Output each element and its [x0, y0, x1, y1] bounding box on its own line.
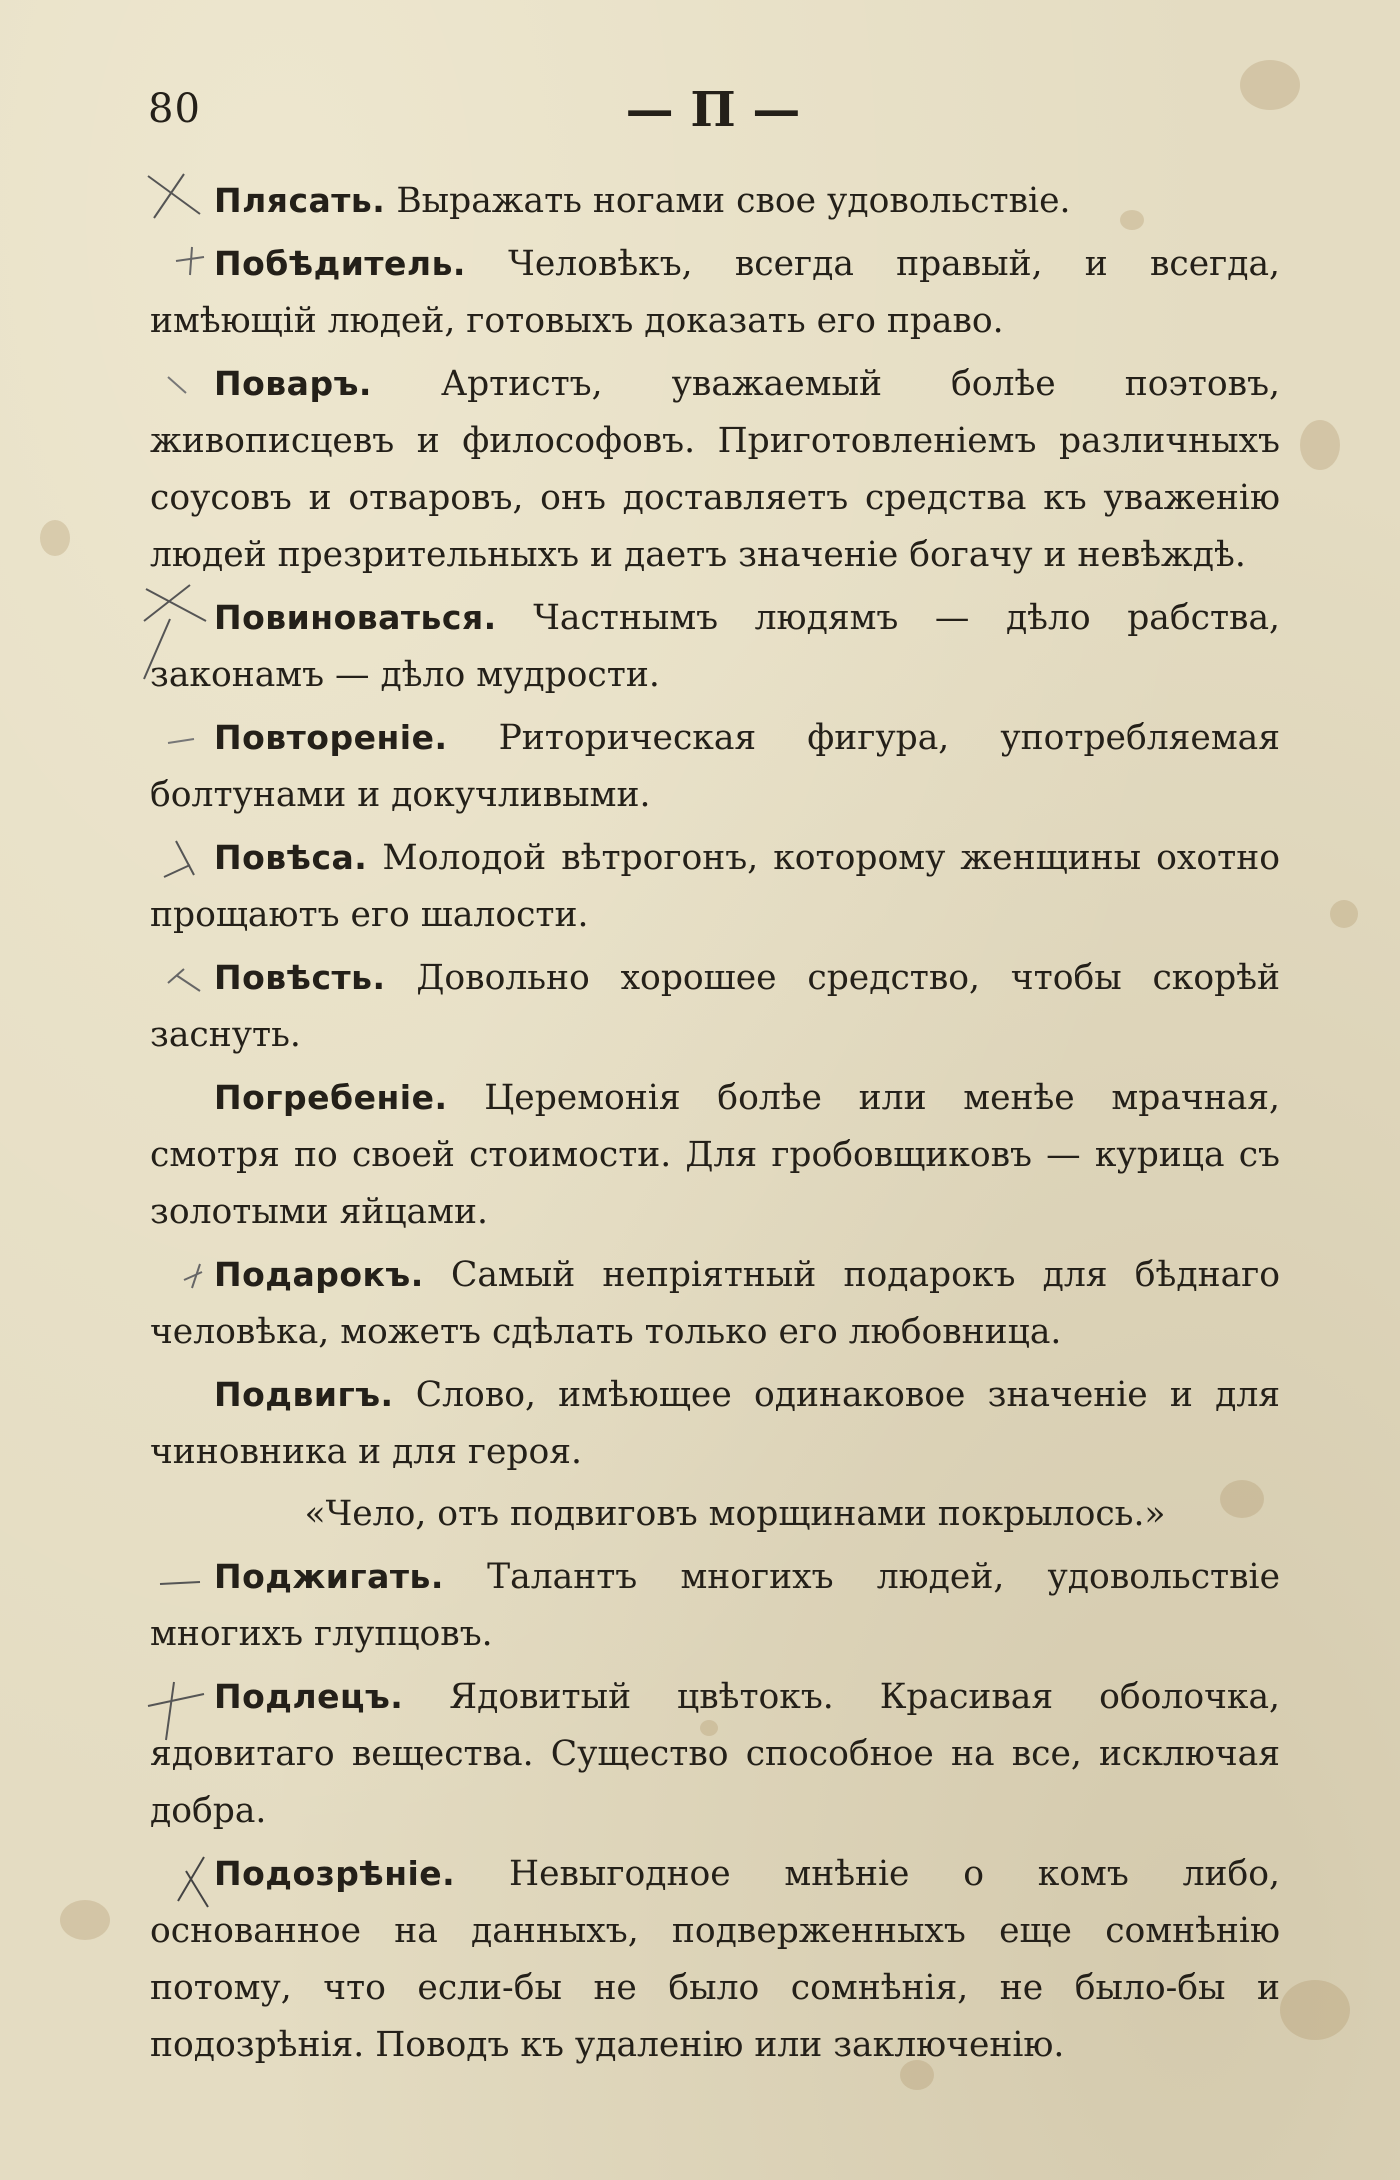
entry-podlets	[150, 1668, 1280, 1840]
entry-definition: Талантъ многихъ людей, удовольствіе многихъ глупцовъ.	[150, 1557, 1280, 1654]
entry-term: Поваръ.	[214, 364, 372, 403]
pencil-cross-mark-icon	[140, 166, 210, 226]
entry-term: Подвигъ.	[214, 1375, 394, 1414]
entry-povest	[150, 949, 1280, 1064]
pencil-cross-mark-icon	[172, 1851, 222, 1911]
entry-definition: Самый непріятный подарокъ для бѣднаго человѣка, можетъ сдѣлать только его любовница.	[150, 1255, 1280, 1352]
entry-term: Подозрѣніе.	[214, 1854, 456, 1893]
page-header	[148, 82, 1278, 146]
entry-povinovatsya	[150, 589, 1280, 704]
entry-term: Поджигать.	[214, 1557, 444, 1596]
entry-podarok	[150, 1246, 1280, 1361]
entry-pobeditel	[150, 235, 1280, 350]
page-number: 80	[148, 86, 201, 132]
pencil-cross-mark-icon	[140, 579, 220, 689]
dictionary-entries	[150, 172, 1280, 2079]
entry-pogrebenie	[150, 1069, 1280, 1241]
entry-definition: Молодой вѣтрогонъ, которому женщины охотно прощаютъ его шалости.	[150, 838, 1280, 935]
section-letter-heading: — П —	[625, 82, 801, 138]
entry-definition: Невыгодное мнѣніе о комъ либо, основанное на данныхъ, подверженныхъ еще сомнѣнію потому, что если-бы не было сомнѣнія, не было-бы и подозрѣнія. Поводъ къ удаленію или заключенію.	[150, 1854, 1280, 2065]
entry-term: Подлецъ.	[214, 1677, 404, 1716]
pencil-tick-mark-icon	[170, 241, 210, 281]
entry-term: Подарокъ.	[214, 1255, 424, 1294]
pencil-cross-mark-icon	[144, 1676, 214, 1746]
entry-plyasat	[150, 172, 1280, 230]
pencil-cross-mark-icon	[160, 835, 210, 885]
entry-povar	[150, 355, 1280, 584]
entry-definition: Довольно хорошее средство, чтобы скорѣй заснуть.	[150, 958, 1281, 1055]
entry-term: Повтореніе.	[214, 718, 448, 757]
entry-definition: Артистъ, уважаемый болѣе поэтовъ, живописцевъ и философовъ. Приготовленіемъ различныхъ соусовъ и отваровъ, онъ доставляетъ средства къ уваженію людей презрительныхъ и даетъ значеніе богачу и невѣждѣ.	[150, 364, 1280, 575]
pencil-dash-mark-icon	[164, 961, 204, 1001]
entry-definition: Слово, имѣющее одинаковое значеніе и для чиновника и для героя.	[150, 1375, 1281, 1472]
entry-term: Повиноваться.	[214, 598, 497, 637]
entry-podvig	[150, 1366, 1280, 1481]
entry-term: Погребеніе.	[214, 1078, 448, 1117]
pencil-dash-mark-icon	[156, 1574, 206, 1594]
entry-definition: Церемонія болѣе или менѣе мрачная, смотря по своей стоимости. Для гробовщиковъ — курица съ золотыми яйцами.	[150, 1078, 1281, 1232]
entry-povtorenie	[150, 709, 1280, 824]
entry-definition: Риторическая фигура, употребляемая болтунами и докучливыми.	[150, 718, 1281, 815]
entry-term: Повѣса.	[214, 838, 368, 877]
pencil-tick-mark-icon	[180, 1258, 220, 1298]
quote-line: «Чело, отъ подвиговъ морщинами покрылось.»	[304, 1494, 1166, 1534]
entry-term: Побѣдитель.	[214, 244, 466, 283]
pencil-dash-mark-icon	[162, 369, 202, 399]
entry-definition: Ядовитый цвѣтокъ. Красивая оболочка, ядовитаго вещества. Существо способное на все, исключая добра.	[150, 1677, 1280, 1831]
entry-definition: Частнымъ людямъ — дѣло рабства, законамъ — дѣло мудрости.	[150, 598, 1280, 695]
pencil-dash-mark-icon	[164, 731, 204, 751]
entry-term: Повѣсть.	[214, 958, 386, 997]
entry-povesa	[150, 829, 1280, 944]
entry-definition: Человѣкъ, всегда правый, и всегда, имѣющій людей, готовыхъ доказать его право.	[150, 244, 1280, 341]
entry-podozrenie	[150, 1845, 1280, 2074]
entry-definition: Выражать ногами свое удовольствіе.	[396, 181, 1071, 221]
entry-podzhigat	[150, 1548, 1280, 1663]
entry-term: Плясать.	[214, 181, 386, 220]
